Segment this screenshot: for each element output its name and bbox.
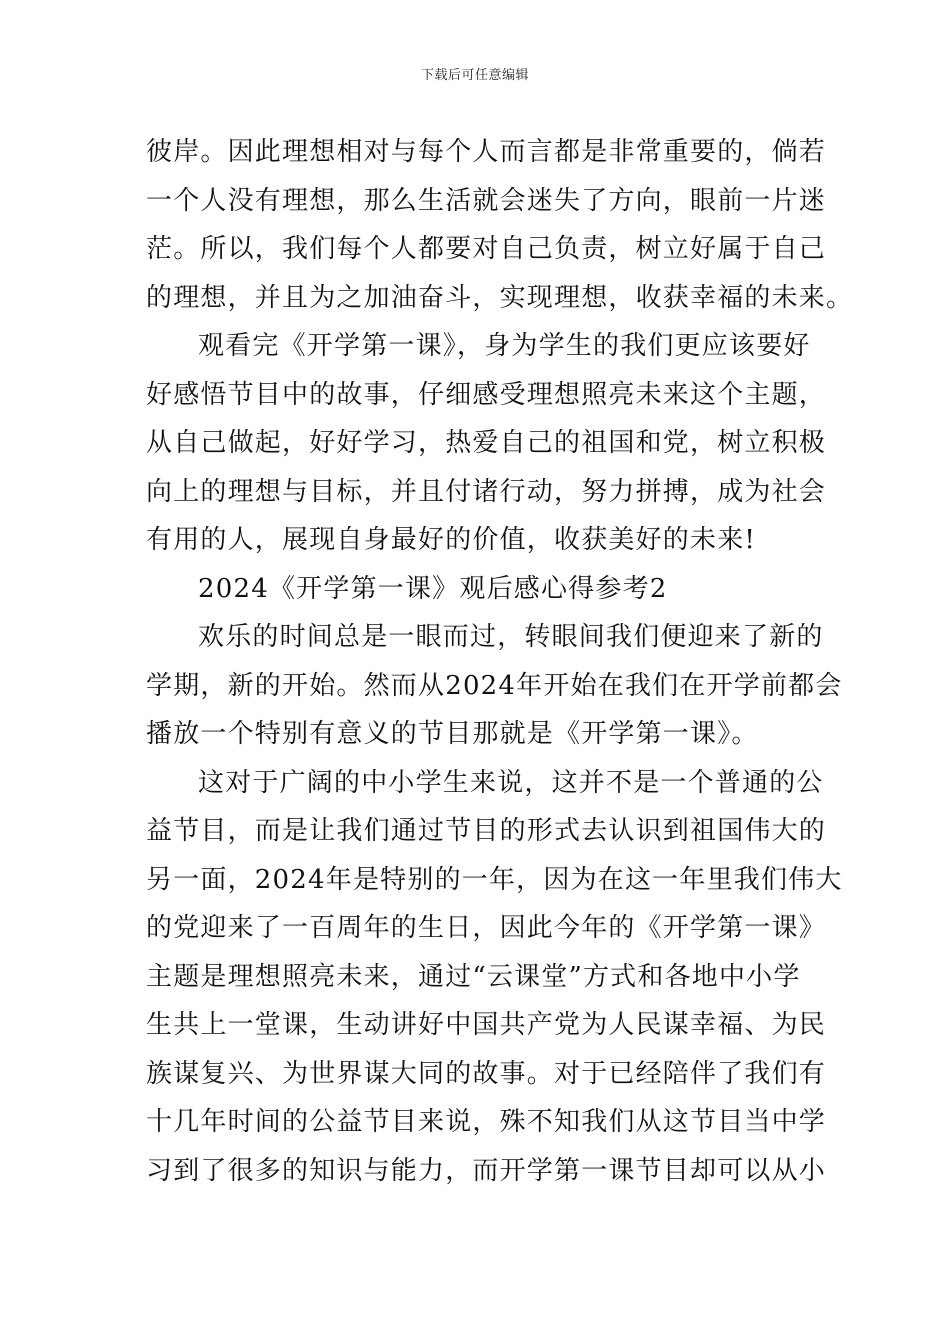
text-line: 从自己做起，好好学习，热爱自己的祖国和党，树立积极 — [146, 428, 827, 458]
text-line: 有用的人，展现自身最好的价值，收获美好的未来! — [146, 525, 757, 555]
text-line: 生共上一堂课，生动讲好中国共产党为人民谋幸福、为民 — [146, 1010, 827, 1040]
text-line: 彼岸。因此理想相对与每个人而言都是非常重要的，倘若 — [146, 137, 827, 167]
text-line: 的党迎来了一百周年的生日，因此今年的《开学第一课》 — [146, 913, 827, 943]
paragraph-start-line: 欢乐的时间总是一眼而过，转眼间我们便迎来了新的 — [198, 622, 824, 652]
text-line: 族谋复兴、为世界谋大同的故事。对于已经陪伴了我们有 — [146, 1058, 827, 1089]
paragraph-start-line: 观看完《开学第一课》，身为学生的我们更应该要好 — [198, 331, 811, 361]
text-line: 向上的理想与目标，并且付诸行动，努力拼搏，成为社会 — [146, 476, 827, 507]
text-line: 好感悟节目中的故事，仔细感受理想照亮未来这个主题， — [146, 379, 827, 410]
text-line: 十几年时间的公益节目来说，殊不知我们从这节目当中学 — [146, 1107, 827, 1137]
text-line: 的理想，并且为之加油奋斗，实现理想，收获幸福的未来。 — [146, 282, 854, 313]
text-line: 习到了很多的知识与能力，而开学第一课节目却可以从小 — [146, 1155, 827, 1186]
paragraph-start-line: 这对于广阔的中小学生来说，这并不是一个普通的公 — [198, 767, 824, 798]
text-line: 茫。所以，我们每个人都要对自己负责，树立好属于自己 — [146, 234, 827, 264]
document-body — [146, 128, 854, 1195]
text-line: 学期，新的开始。然而从2024年开始在我们在开学前都会 — [146, 670, 843, 701]
text-line: 主题是理想照亮未来，通过“云课堂”方式和各地中小学 — [146, 961, 801, 992]
text-line: 另一面，2024年是特别的一年，因为在这一年里我们伟大 — [146, 864, 843, 895]
section-heading: 2024《开学第一课》观后感心得参考2 — [198, 573, 668, 604]
text-line: 一个人没有理想，那么生活就会迷失了方向，眼前一片迷 — [146, 185, 827, 216]
text-line: 益节目，而是让我们通过节目的形式去认识到祖国伟大的 — [146, 816, 827, 846]
page-header-note: 下载后可任意编辑 — [420, 68, 529, 83]
text-line: 播放一个特别有意义的节目那就是《开学第一课》。 — [146, 719, 759, 749]
